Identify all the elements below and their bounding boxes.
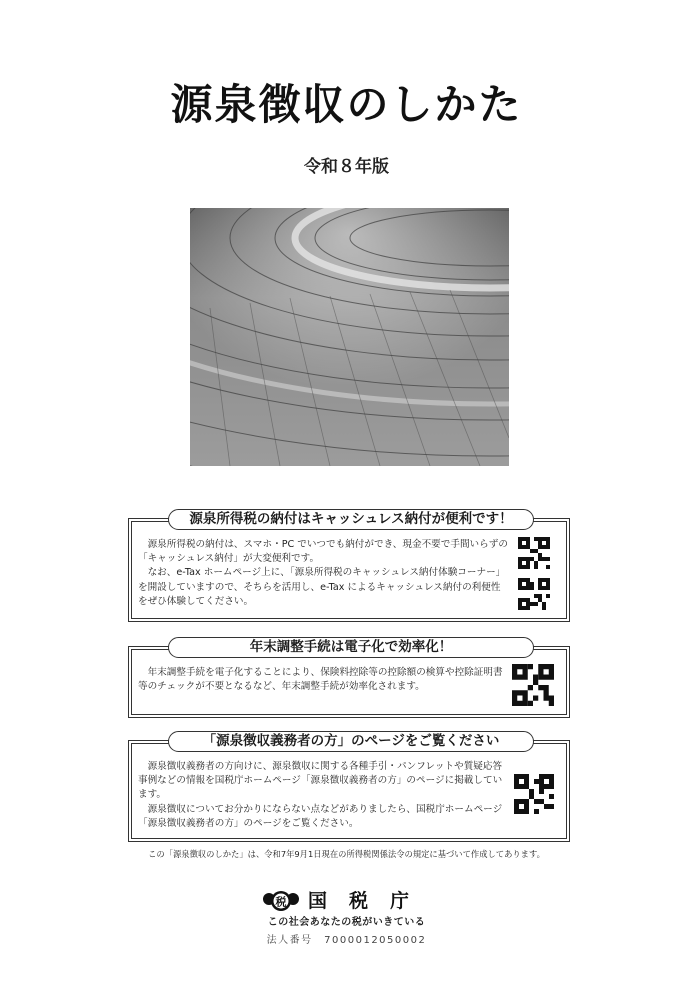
notice-body-withholding bbox=[138, 760, 508, 831]
notice-heading-cashless: 源泉所得税の納付はキャッシュレス納付が便利です！ bbox=[168, 509, 534, 530]
notice-heading-year-end: 年末調整手続は電子化で効率化！ bbox=[168, 637, 534, 658]
logo-text: 税 bbox=[275, 895, 287, 909]
notice-heading-withholding: 「源泉徴収義務者の方」のページをご覧ください bbox=[168, 731, 534, 752]
page-title: 源泉徴収のしかた bbox=[170, 80, 523, 129]
notice-body-year-end bbox=[138, 666, 508, 694]
notice-paragraph: なお、e-Tax ホームページ上に、「源泉所得税のキャッシュレス納付体験コーナー」を開設していますので、そちらを活用し、e-Tax によるキャッシュレス納付の利便性をぜひ体験してください。 bbox=[138, 567, 506, 607]
qr-code-icon[interactable] bbox=[512, 664, 554, 706]
footnote: この「源泉徴収のしかた」は、令和7年9月1日現在の所得税関係法令の規定に基づいて作成してあります。 bbox=[148, 849, 545, 859]
qr-code-icon[interactable] bbox=[518, 537, 550, 569]
brick-pavement-photo bbox=[190, 208, 509, 466]
edition-label: 令和８年版 bbox=[304, 157, 389, 177]
qr-code-icon[interactable] bbox=[518, 578, 550, 610]
notice-paragraph: 源泉徴収についてお分かりにならない点などがありましたら、国税庁ホームページ「源泉徴収義務者の方」のページをご覧ください。 bbox=[138, 803, 503, 829]
notice-paragraph: 源泉所得税の納付は、スマホ・PC でいつでも納付ができ、現金不要で手間いらずの「キャッシュレス納付」が大変便利です。 bbox=[138, 539, 508, 565]
notice-body-cashless bbox=[138, 538, 508, 609]
nta-logo-icon bbox=[260, 886, 302, 916]
agency-slogan: この社会あなたの税がいきている bbox=[267, 917, 426, 928]
notice-paragraph: 源泉徴収義務者の方向けに、源泉徴収に関する各種手引・パンフレットや質疑応答事例などの情報を国税庁ホームページ「源泉徴収義務者の方」のページに掲載しています。 bbox=[138, 761, 503, 801]
qr-code-icon[interactable] bbox=[514, 774, 554, 814]
notice-paragraph: 年末調整手続を電子化することにより、保険料控除等の控除額の検算や控除証明書等のチェックが不要となるなど、年末調整手続が効率化されます。 bbox=[138, 667, 503, 693]
corporate-number: 法人番号 7000012050002 bbox=[266, 935, 427, 946]
agency-name: 国税庁 bbox=[308, 890, 432, 912]
